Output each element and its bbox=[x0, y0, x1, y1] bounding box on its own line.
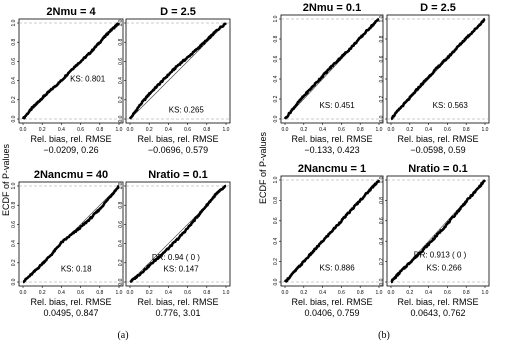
x-tick-label: 0.2 bbox=[300, 290, 308, 296]
y-tick-label: 0.2 bbox=[118, 259, 124, 267]
caption-line-2: −0.133, 0.423 bbox=[304, 145, 360, 155]
y-tick-label: 0.0 bbox=[118, 278, 124, 286]
y-tick-label: 0.8 bbox=[118, 201, 124, 209]
y-tick-label: 0.4 bbox=[118, 77, 124, 85]
x-tick-label: 0.0 bbox=[387, 290, 395, 296]
x-tick-label: 1.0 bbox=[375, 127, 383, 133]
y-tick-label: 0.8 bbox=[379, 196, 385, 204]
y-tick-label: 0.6 bbox=[118, 57, 124, 65]
y-tick-label: 0.0 bbox=[379, 115, 385, 123]
ks-label: KS: 0.886 bbox=[319, 263, 355, 273]
panel-8 bbox=[379, 163, 489, 318]
y-tick-label: 0.4 bbox=[273, 75, 279, 83]
caption-line-1: Rel. bias, rel. RMSE bbox=[30, 134, 112, 144]
panel-title: 2Nancmu = 1 bbox=[297, 163, 367, 175]
ks-label: KS: 0.563 bbox=[432, 100, 468, 110]
ks-label: KS: 0.451 bbox=[319, 100, 355, 110]
panel-2 bbox=[115, 6, 230, 155]
x-tick-label: 0.8 bbox=[356, 127, 364, 133]
panel-6 bbox=[379, 2, 489, 155]
ks-label: KS: 0.147 bbox=[163, 264, 199, 274]
caption-line-1: Rel. bias, rel. RMSE bbox=[137, 297, 219, 307]
sublabel-a: (a) bbox=[117, 330, 129, 341]
x-tick-label: 0.0 bbox=[281, 127, 289, 133]
x-tick-label: 0.2 bbox=[145, 127, 153, 133]
y-tick-label: 0.2 bbox=[379, 258, 385, 266]
caption-line-2: −0.0598, 0.59 bbox=[410, 145, 466, 155]
x-tick-label: 0.6 bbox=[337, 127, 345, 133]
y-axis-label-right: ECDF of P-values bbox=[258, 131, 268, 205]
x-tick-label: 0.8 bbox=[203, 127, 211, 133]
caption-line-1: Rel. bias, rel. RMSE bbox=[137, 134, 219, 144]
sublabel-b: (b) bbox=[378, 330, 390, 341]
y-tick-label: 0.4 bbox=[379, 237, 385, 245]
panel-5 bbox=[273, 2, 383, 155]
caption-line-2: −0.0209, 0.26 bbox=[43, 145, 99, 155]
x-tick-label: 0.6 bbox=[77, 127, 85, 133]
y-tick-label: 0.6 bbox=[273, 217, 279, 225]
caption-line-2: −0.0696, 0.579 bbox=[147, 145, 209, 155]
x-tick-label: 0.0 bbox=[19, 290, 27, 296]
x-tick-label: 0.2 bbox=[300, 127, 308, 133]
ks-label: KS: 0.18 bbox=[60, 264, 92, 274]
y-tick-label: 0.4 bbox=[379, 75, 385, 83]
y-tick-label: 0.8 bbox=[379, 35, 385, 43]
panel-title: D = 2.5 bbox=[420, 2, 456, 14]
y-tick-label: 0.0 bbox=[273, 115, 279, 123]
y-tick-label: 0.0 bbox=[273, 278, 279, 286]
x-tick-label: 0.0 bbox=[281, 290, 289, 296]
x-tick-label: 0.4 bbox=[319, 290, 327, 296]
x-tick-label: 0.8 bbox=[462, 290, 470, 296]
x-tick-label: 0.0 bbox=[19, 127, 27, 133]
x-tick-label: 0.4 bbox=[164, 290, 172, 296]
x-tick-label: 0.2 bbox=[406, 127, 414, 133]
y-tick-label: 0.0 bbox=[11, 278, 17, 286]
panel-title: Nratio = 0.1 bbox=[408, 163, 468, 175]
y-tick-label: 0.6 bbox=[273, 55, 279, 63]
x-tick-label: 0.4 bbox=[164, 127, 172, 133]
ks-label: KS: 0.266 bbox=[426, 263, 462, 273]
caption-line-1: Rel. bias, rel. RMSE bbox=[291, 297, 373, 307]
caption-line-2: 0.0643, 0.762 bbox=[410, 308, 466, 318]
panel-3 bbox=[11, 169, 123, 318]
x-tick-label: 0.8 bbox=[462, 127, 470, 133]
y-tick-label: 0.0 bbox=[118, 115, 124, 123]
caption-line-1: Rel. bias, rel. RMSE bbox=[397, 297, 479, 307]
y-tick-label: 0.2 bbox=[118, 96, 124, 104]
x-tick-label: 0.6 bbox=[77, 290, 85, 296]
y-tick-label: 0.8 bbox=[273, 35, 279, 43]
y-tick-label: 1.0 bbox=[273, 176, 279, 184]
y-tick-label: 0.6 bbox=[118, 220, 124, 228]
x-tick-label: 0.6 bbox=[184, 127, 192, 133]
y-tick-label: 0.8 bbox=[118, 38, 124, 46]
y-tick-label: 0.6 bbox=[11, 57, 17, 65]
x-tick-label: 1.0 bbox=[222, 127, 230, 133]
y-tick-label: 0.6 bbox=[379, 55, 385, 63]
y-tick-label: 0.2 bbox=[11, 259, 17, 267]
caption-line-2: 0.776, 3.01 bbox=[155, 308, 201, 318]
x-tick-label: 0.2 bbox=[38, 127, 46, 133]
x-tick-label: 0.2 bbox=[145, 290, 153, 296]
x-tick-label: 0.8 bbox=[356, 290, 364, 296]
y-tick-label: 0.6 bbox=[379, 217, 385, 225]
y-tick-label: 0.8 bbox=[11, 38, 17, 46]
x-tick-label: 0.8 bbox=[96, 127, 104, 133]
y-tick-label: 0.2 bbox=[11, 96, 17, 104]
y-tick-label: 0.2 bbox=[379, 95, 385, 103]
x-tick-label: 1.0 bbox=[375, 290, 383, 296]
y-tick-label: 1.0 bbox=[11, 182, 17, 190]
y-tick-label: 1.0 bbox=[379, 15, 385, 23]
x-tick-label: 0.4 bbox=[57, 290, 65, 296]
y-tick-label: 0.6 bbox=[11, 220, 17, 228]
y-tick-label: 1.0 bbox=[118, 19, 124, 27]
y-tick-label: 0.4 bbox=[273, 237, 279, 245]
y-tick-label: 0.4 bbox=[11, 77, 17, 85]
y-tick-label: 0.4 bbox=[11, 240, 17, 248]
y-tick-label: 0.8 bbox=[273, 196, 279, 204]
x-tick-label: 0.0 bbox=[126, 127, 134, 133]
caption-line-1: Rel. bias, rel. RMSE bbox=[30, 297, 112, 307]
ks-label: KS: 0.265 bbox=[168, 105, 204, 115]
y-tick-label: 1.0 bbox=[118, 182, 124, 190]
x-tick-label: 0.2 bbox=[38, 290, 46, 296]
y-tick-label: 0.4 bbox=[118, 240, 124, 248]
x-tick-label: 0.0 bbox=[126, 290, 134, 296]
x-tick-label: 1.0 bbox=[115, 127, 123, 133]
x-tick-label: 0.6 bbox=[443, 290, 451, 296]
x-tick-label: 0.6 bbox=[337, 290, 345, 296]
x-tick-label: 0.4 bbox=[425, 127, 433, 133]
caption-line-1: Rel. bias, rel. RMSE bbox=[397, 134, 479, 144]
x-tick-label: 0.4 bbox=[425, 290, 433, 296]
x-tick-label: 0.4 bbox=[57, 127, 65, 133]
y-tick-label: 0.2 bbox=[273, 258, 279, 266]
caption-line-2: 0.0495, 0.847 bbox=[43, 308, 99, 318]
x-tick-label: 1.0 bbox=[481, 127, 489, 133]
caption-line-1: Rel. bias, rel. RMSE bbox=[291, 134, 373, 144]
y-tick-label: 0.2 bbox=[273, 95, 279, 103]
dr-label: DR: 0.94 ( 0 ) bbox=[151, 253, 200, 262]
panel-title: 2Nmu = 4 bbox=[46, 6, 96, 18]
y-axis-label-left: ECDF of P-values bbox=[1, 143, 11, 217]
panel-title: 2Nancmu = 40 bbox=[33, 169, 109, 181]
dr-label: DR: 0.913 ( 0 ) bbox=[413, 250, 467, 260]
panel-7 bbox=[273, 163, 383, 318]
x-tick-label: 1.0 bbox=[222, 290, 230, 296]
caption-line-2: 0.0406, 0.759 bbox=[304, 308, 360, 318]
panel-title: D = 2.5 bbox=[160, 6, 196, 18]
y-tick-label: 1.0 bbox=[379, 176, 385, 184]
y-tick-label: 0.8 bbox=[11, 201, 17, 209]
panel-title: 2Nmu = 0.1 bbox=[302, 2, 362, 14]
ks-label: KS: 0.801 bbox=[70, 74, 106, 84]
panel-4 bbox=[115, 169, 230, 318]
panel-1 bbox=[11, 6, 123, 155]
y-tick-label: 0.0 bbox=[11, 115, 17, 123]
panel-title: Nratio = 0.1 bbox=[148, 169, 208, 181]
x-tick-label: 0.2 bbox=[406, 290, 414, 296]
x-tick-label: 1.0 bbox=[115, 290, 123, 296]
x-tick-label: 0.8 bbox=[203, 290, 211, 296]
y-tick-label: 1.0 bbox=[11, 19, 17, 27]
x-tick-label: 0.4 bbox=[319, 127, 327, 133]
x-tick-label: 0.8 bbox=[96, 290, 104, 296]
x-tick-label: 1.0 bbox=[481, 290, 489, 296]
y-tick-label: 1.0 bbox=[273, 15, 279, 23]
x-tick-label: 0.6 bbox=[184, 290, 192, 296]
x-tick-label: 0.6 bbox=[443, 127, 451, 133]
y-tick-label: 0.0 bbox=[379, 278, 385, 286]
x-tick-label: 0.0 bbox=[387, 127, 395, 133]
